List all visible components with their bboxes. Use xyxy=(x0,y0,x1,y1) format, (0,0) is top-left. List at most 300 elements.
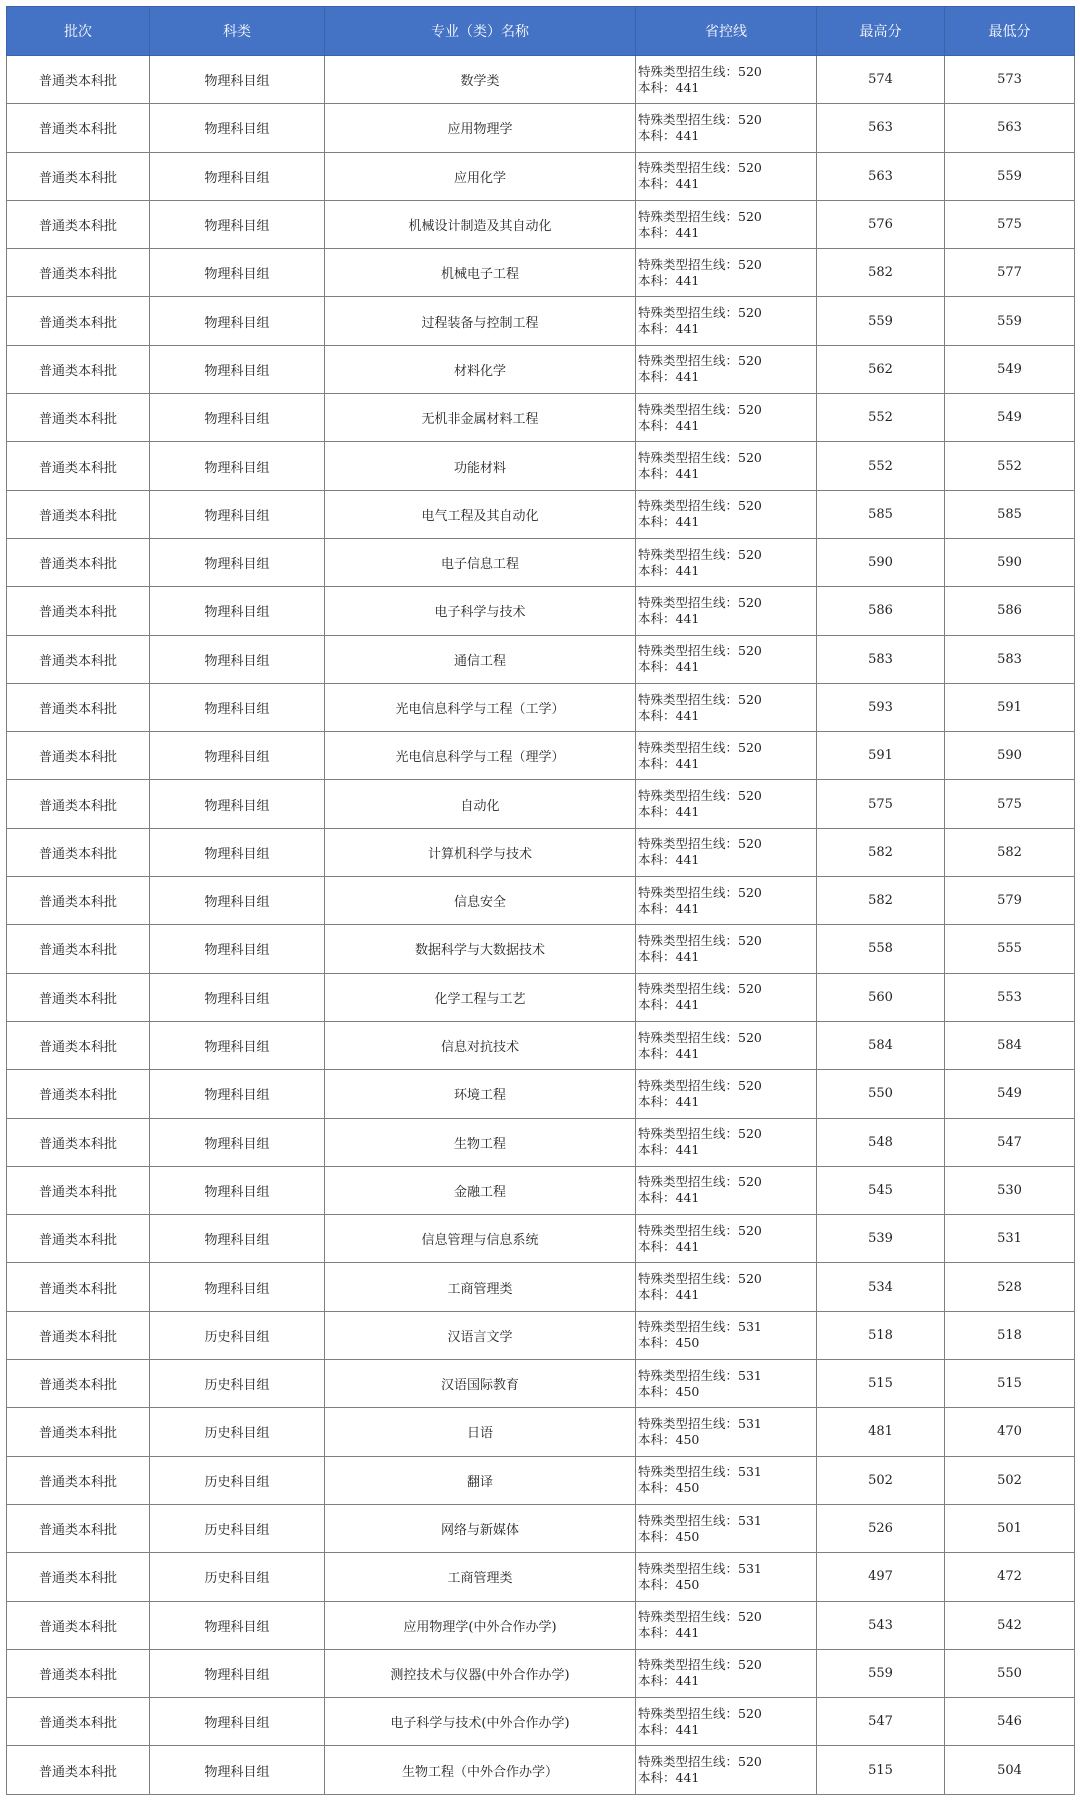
cell-major: 应用化学 xyxy=(325,152,636,200)
cell-max-score: 586 xyxy=(817,587,945,635)
cell-max-score: 526 xyxy=(817,1504,945,1552)
cell-max-score: 583 xyxy=(817,635,945,683)
cell-major: 机械设计制造及其自动化 xyxy=(325,200,636,248)
cell-control-line xyxy=(636,925,817,973)
undergraduate-line: 本科：441 xyxy=(638,948,700,964)
cell-major: 电子信息工程 xyxy=(325,538,636,586)
table-row xyxy=(7,490,1075,538)
undergraduate-line: 本科：441 xyxy=(638,417,700,433)
special-type-line: 特殊类型招生线：520 xyxy=(638,1657,762,1673)
cell-min-score: 531 xyxy=(945,1215,1075,1263)
table-row xyxy=(7,1746,1075,1794)
cell-min-score: 559 xyxy=(945,152,1075,200)
cell-batch: 普通类本科批 xyxy=(7,1118,150,1166)
cell-control-line xyxy=(636,1360,817,1408)
undergraduate-line: 本科：441 xyxy=(638,127,700,143)
cell-max-score: 515 xyxy=(817,1360,945,1408)
table-row xyxy=(7,1649,1075,1697)
cell-control-line xyxy=(636,490,817,538)
cell-batch: 普通类本科批 xyxy=(7,200,150,248)
cell-control-line xyxy=(636,1456,817,1504)
special-type-line: 特殊类型招生线：520 xyxy=(638,111,762,127)
special-type-line: 特殊类型招生线：531 xyxy=(638,1367,762,1383)
cell-batch: 普通类本科批 xyxy=(7,1263,150,1311)
cell-control-line xyxy=(636,587,817,635)
cell-max-score: 582 xyxy=(817,877,945,925)
cell-major: 电子科学与技术(中外合作办学) xyxy=(325,1698,636,1746)
cell-min-score: 590 xyxy=(945,538,1075,586)
cell-category: 历史科目组 xyxy=(150,1456,325,1504)
cell-major: 化学工程与工艺 xyxy=(325,973,636,1021)
cell-control-line xyxy=(636,1553,817,1601)
undergraduate-line: 本科：441 xyxy=(638,659,700,675)
cell-category: 历史科目组 xyxy=(150,1311,325,1359)
cell-min-score: 501 xyxy=(945,1504,1075,1552)
cell-major: 机械电子工程 xyxy=(325,249,636,297)
cell-max-score: 558 xyxy=(817,925,945,973)
cell-batch: 普通类本科批 xyxy=(7,1166,150,1214)
cell-batch: 普通类本科批 xyxy=(7,152,150,200)
cell-batch: 普通类本科批 xyxy=(7,1553,150,1601)
cell-category: 物理科目组 xyxy=(150,394,325,442)
cell-control-line xyxy=(636,828,817,876)
cell-min-score: 550 xyxy=(945,1649,1075,1697)
special-type-line: 特殊类型招生线：520 xyxy=(638,63,762,79)
table-row xyxy=(7,297,1075,345)
cell-min-score: 515 xyxy=(945,1360,1075,1408)
cell-min-score: 528 xyxy=(945,1263,1075,1311)
table-row xyxy=(7,345,1075,393)
cell-batch: 普通类本科批 xyxy=(7,587,150,635)
special-type-line: 特殊类型招生线：520 xyxy=(638,884,762,900)
cell-min-score: 553 xyxy=(945,973,1075,1021)
table-row xyxy=(7,104,1075,152)
undergraduate-line: 本科：441 xyxy=(638,272,700,288)
cell-min-score: 582 xyxy=(945,828,1075,876)
cell-min-score: 504 xyxy=(945,1746,1075,1794)
undergraduate-line: 本科：450 xyxy=(638,1576,700,1592)
cell-max-score: 582 xyxy=(817,249,945,297)
cell-min-score: 559 xyxy=(945,297,1075,345)
cell-batch: 普通类本科批 xyxy=(7,877,150,925)
special-type-line: 特殊类型招生线：520 xyxy=(638,594,762,610)
cell-min-score: 575 xyxy=(945,200,1075,248)
table-row xyxy=(7,1504,1075,1552)
undergraduate-line: 本科：441 xyxy=(638,900,700,916)
table-row xyxy=(7,1553,1075,1601)
special-type-line: 特殊类型招生线：520 xyxy=(638,981,762,997)
cell-max-score: 534 xyxy=(817,1263,945,1311)
cell-major: 电子科学与技术 xyxy=(325,587,636,635)
table-row xyxy=(7,442,1075,490)
cell-min-score: 552 xyxy=(945,442,1075,490)
cell-major: 计算机科学与技术 xyxy=(325,828,636,876)
undergraduate-line: 本科：441 xyxy=(638,1770,700,1786)
cell-max-score: 550 xyxy=(817,1070,945,1118)
cell-major: 信息对抗技术 xyxy=(325,1021,636,1069)
table-row xyxy=(7,1601,1075,1649)
undergraduate-line: 本科：441 xyxy=(638,1093,700,1109)
cell-major: 信息安全 xyxy=(325,877,636,925)
cell-batch: 普通类本科批 xyxy=(7,1746,150,1794)
special-type-line: 特殊类型招生线：520 xyxy=(638,450,762,466)
cell-control-line xyxy=(636,1601,817,1649)
cell-min-score: 470 xyxy=(945,1408,1075,1456)
cell-batch: 普通类本科批 xyxy=(7,538,150,586)
cell-max-score: 582 xyxy=(817,828,945,876)
cell-category: 物理科目组 xyxy=(150,1166,325,1214)
table-row xyxy=(7,1698,1075,1746)
cell-min-score: 591 xyxy=(945,683,1075,731)
special-type-line: 特殊类型招生线：520 xyxy=(638,1609,762,1625)
table-body xyxy=(7,56,1075,1795)
cell-category: 物理科目组 xyxy=(150,249,325,297)
undergraduate-line: 本科：441 xyxy=(638,804,700,820)
table-row xyxy=(7,973,1075,1021)
cell-max-score: 585 xyxy=(817,490,945,538)
cell-max-score: 574 xyxy=(817,56,945,104)
special-type-line: 特殊类型招生线：520 xyxy=(638,256,762,272)
cell-control-line xyxy=(636,877,817,925)
undergraduate-line: 本科：441 xyxy=(638,369,700,385)
cell-control-line xyxy=(636,1746,817,1794)
cell-category: 物理科目组 xyxy=(150,1021,325,1069)
cell-category: 历史科目组 xyxy=(150,1504,325,1552)
header-major: 专业（类）名称 xyxy=(325,7,636,56)
cell-control-line xyxy=(636,1166,817,1214)
cell-min-score: 583 xyxy=(945,635,1075,683)
cell-major: 光电信息科学与工程（工学） xyxy=(325,683,636,731)
cell-batch: 普通类本科批 xyxy=(7,635,150,683)
cell-batch: 普通类本科批 xyxy=(7,1311,150,1359)
cell-min-score: 549 xyxy=(945,345,1075,393)
cell-category: 历史科目组 xyxy=(150,1360,325,1408)
header-category: 科类 xyxy=(150,7,325,56)
cell-major: 翻译 xyxy=(325,1456,636,1504)
cell-control-line xyxy=(636,1215,817,1263)
cell-category: 物理科目组 xyxy=(150,297,325,345)
cell-major: 日语 xyxy=(325,1408,636,1456)
cell-batch: 普通类本科批 xyxy=(7,104,150,152)
cell-max-score: 559 xyxy=(817,1649,945,1697)
table-row xyxy=(7,1408,1075,1456)
table-row xyxy=(7,1118,1075,1166)
header-control-line: 省控线 xyxy=(636,7,817,56)
special-type-line: 特殊类型招生线：520 xyxy=(638,739,762,755)
cell-category: 物理科目组 xyxy=(150,1263,325,1311)
table-row xyxy=(7,780,1075,828)
cell-max-score: 563 xyxy=(817,152,945,200)
cell-batch: 普通类本科批 xyxy=(7,1698,150,1746)
cell-batch: 普通类本科批 xyxy=(7,56,150,104)
cell-category: 物理科目组 xyxy=(150,683,325,731)
special-type-line: 特殊类型招生线：531 xyxy=(638,1512,762,1528)
undergraduate-line: 本科：450 xyxy=(638,1528,700,1544)
undergraduate-line: 本科：450 xyxy=(638,1431,700,1447)
cell-control-line xyxy=(636,297,817,345)
cell-batch: 普通类本科批 xyxy=(7,1456,150,1504)
cell-max-score: 576 xyxy=(817,200,945,248)
cell-max-score: 552 xyxy=(817,394,945,442)
cell-category: 物理科目组 xyxy=(150,780,325,828)
cell-max-score: 590 xyxy=(817,538,945,586)
special-type-line: 特殊类型招生线：520 xyxy=(638,1222,762,1238)
cell-category: 物理科目组 xyxy=(150,200,325,248)
undergraduate-line: 本科：441 xyxy=(638,1238,700,1254)
table-row xyxy=(7,877,1075,925)
cell-major: 网络与新媒体 xyxy=(325,1504,636,1552)
special-type-line: 特殊类型招生线：520 xyxy=(638,643,762,659)
cell-control-line xyxy=(636,538,817,586)
cell-major: 数据科学与大数据技术 xyxy=(325,925,636,973)
cell-batch: 普通类本科批 xyxy=(7,1504,150,1552)
cell-category: 物理科目组 xyxy=(150,1746,325,1794)
cell-min-score: 573 xyxy=(945,56,1075,104)
special-type-line: 特殊类型招生线：520 xyxy=(638,498,762,514)
undergraduate-line: 本科：441 xyxy=(638,755,700,771)
table-row xyxy=(7,1360,1075,1408)
cell-major: 工商管理类 xyxy=(325,1263,636,1311)
header-min-score: 最低分 xyxy=(945,7,1075,56)
undergraduate-line: 本科：441 xyxy=(638,1673,700,1689)
undergraduate-line: 本科：441 xyxy=(638,1625,700,1641)
special-type-line: 特殊类型招生线：531 xyxy=(638,1319,762,1335)
table-row xyxy=(7,538,1075,586)
cell-major: 工商管理类 xyxy=(325,1553,636,1601)
cell-control-line xyxy=(636,1649,817,1697)
table-row xyxy=(7,249,1075,297)
cell-category: 物理科目组 xyxy=(150,442,325,490)
cell-max-score: 497 xyxy=(817,1553,945,1601)
cell-major: 过程装备与控制工程 xyxy=(325,297,636,345)
cell-max-score: 548 xyxy=(817,1118,945,1166)
special-type-line: 特殊类型招生线：531 xyxy=(638,1415,762,1431)
table-row xyxy=(7,1311,1075,1359)
cell-max-score: 518 xyxy=(817,1311,945,1359)
cell-min-score: 555 xyxy=(945,925,1075,973)
cell-control-line xyxy=(636,345,817,393)
cell-major: 无机非金属材料工程 xyxy=(325,394,636,442)
cell-category: 物理科目组 xyxy=(150,732,325,780)
special-type-line: 特殊类型招生线：520 xyxy=(638,788,762,804)
cell-min-score: 584 xyxy=(945,1021,1075,1069)
cell-control-line xyxy=(636,1311,817,1359)
undergraduate-line: 本科：441 xyxy=(638,1287,700,1303)
table-row xyxy=(7,925,1075,973)
cell-min-score: 472 xyxy=(945,1553,1075,1601)
cell-major: 测控技术与仪器(中外合作办学) xyxy=(325,1649,636,1697)
cell-batch: 普通类本科批 xyxy=(7,683,150,731)
cell-max-score: 545 xyxy=(817,1166,945,1214)
cell-min-score: 577 xyxy=(945,249,1075,297)
cell-batch: 普通类本科批 xyxy=(7,1649,150,1697)
cell-control-line xyxy=(636,1698,817,1746)
cell-batch: 普通类本科批 xyxy=(7,490,150,538)
cell-category: 物理科目组 xyxy=(150,56,325,104)
cell-batch: 普通类本科批 xyxy=(7,1021,150,1069)
cell-batch: 普通类本科批 xyxy=(7,1408,150,1456)
table-row xyxy=(7,1215,1075,1263)
table-row xyxy=(7,200,1075,248)
table-row xyxy=(7,1456,1075,1504)
cell-batch: 普通类本科批 xyxy=(7,925,150,973)
special-type-line: 特殊类型招生线：520 xyxy=(638,1174,762,1190)
table-row xyxy=(7,635,1075,683)
cell-category: 物理科目组 xyxy=(150,1070,325,1118)
cell-min-score: 590 xyxy=(945,732,1075,780)
cell-category: 历史科目组 xyxy=(150,1408,325,1456)
undergraduate-line: 本科：450 xyxy=(638,1335,700,1351)
table-row xyxy=(7,587,1075,635)
undergraduate-line: 本科：441 xyxy=(638,610,700,626)
cell-max-score: 562 xyxy=(817,345,945,393)
special-type-line: 特殊类型招生线：520 xyxy=(638,305,762,321)
special-type-line: 特殊类型招生线：520 xyxy=(638,401,762,417)
cell-max-score: 543 xyxy=(817,1601,945,1649)
special-type-line: 特殊类型招生线：520 xyxy=(638,932,762,948)
cell-control-line xyxy=(636,152,817,200)
cell-major: 汉语言文学 xyxy=(325,1311,636,1359)
cell-category: 物理科目组 xyxy=(150,1118,325,1166)
cell-max-score: 552 xyxy=(817,442,945,490)
undergraduate-line: 本科：441 xyxy=(638,224,700,240)
cell-major: 功能材料 xyxy=(325,442,636,490)
special-type-line: 特殊类型招生线：520 xyxy=(638,353,762,369)
cell-major: 生物工程（中外合作办学） xyxy=(325,1746,636,1794)
cell-max-score: 563 xyxy=(817,104,945,152)
cell-category: 历史科目组 xyxy=(150,1553,325,1601)
cell-min-score: 546 xyxy=(945,1698,1075,1746)
cell-batch: 普通类本科批 xyxy=(7,249,150,297)
cell-max-score: 539 xyxy=(817,1215,945,1263)
cell-min-score: 585 xyxy=(945,490,1075,538)
header-batch: 批次 xyxy=(7,7,150,56)
cell-max-score: 591 xyxy=(817,732,945,780)
admission-score-table-container xyxy=(6,6,1074,1795)
undergraduate-line: 本科：441 xyxy=(638,321,700,337)
cell-batch: 普通类本科批 xyxy=(7,732,150,780)
table-header-row xyxy=(7,7,1075,56)
cell-category: 物理科目组 xyxy=(150,635,325,683)
undergraduate-line: 本科：441 xyxy=(638,466,700,482)
special-type-line: 特殊类型招生线：520 xyxy=(638,546,762,562)
cell-min-score: 542 xyxy=(945,1601,1075,1649)
table-row xyxy=(7,1166,1075,1214)
cell-control-line xyxy=(636,1504,817,1552)
undergraduate-line: 本科：441 xyxy=(638,79,700,95)
table-row xyxy=(7,56,1075,104)
cell-control-line xyxy=(636,200,817,248)
cell-major: 应用物理学 xyxy=(325,104,636,152)
cell-major: 汉语国际教育 xyxy=(325,1360,636,1408)
admission-score-table xyxy=(6,6,1075,1795)
cell-control-line xyxy=(636,1021,817,1069)
special-type-line: 特殊类型招生线：520 xyxy=(638,1271,762,1287)
undergraduate-line: 本科：441 xyxy=(638,514,700,530)
cell-control-line xyxy=(636,1408,817,1456)
undergraduate-line: 本科：450 xyxy=(638,1480,700,1496)
cell-min-score: 563 xyxy=(945,104,1075,152)
cell-category: 物理科目组 xyxy=(150,152,325,200)
cell-batch: 普通类本科批 xyxy=(7,1070,150,1118)
cell-min-score: 502 xyxy=(945,1456,1075,1504)
cell-max-score: 502 xyxy=(817,1456,945,1504)
cell-category: 物理科目组 xyxy=(150,973,325,1021)
undergraduate-line: 本科：441 xyxy=(638,997,700,1013)
special-type-line: 特殊类型招生线：531 xyxy=(638,1560,762,1576)
cell-min-score: 549 xyxy=(945,394,1075,442)
table-row xyxy=(7,732,1075,780)
special-type-line: 特殊类型招生线：520 xyxy=(638,836,762,852)
table-row xyxy=(7,683,1075,731)
cell-control-line xyxy=(636,394,817,442)
cell-category: 物理科目组 xyxy=(150,1215,325,1263)
table-row xyxy=(7,828,1075,876)
cell-category: 物理科目组 xyxy=(150,490,325,538)
table-row xyxy=(7,152,1075,200)
cell-major: 生物工程 xyxy=(325,1118,636,1166)
cell-major: 数学类 xyxy=(325,56,636,104)
cell-batch: 普通类本科批 xyxy=(7,828,150,876)
cell-control-line xyxy=(636,104,817,152)
undergraduate-line: 本科：441 xyxy=(638,176,700,192)
cell-control-line xyxy=(636,635,817,683)
cell-control-line xyxy=(636,1070,817,1118)
undergraduate-line: 本科：450 xyxy=(638,1383,700,1399)
cell-category: 物理科目组 xyxy=(150,1698,325,1746)
cell-major: 应用物理学(中外合作办学) xyxy=(325,1601,636,1649)
special-type-line: 特殊类型招生线：520 xyxy=(638,1029,762,1045)
cell-batch: 普通类本科批 xyxy=(7,394,150,442)
undergraduate-line: 本科：441 xyxy=(638,1721,700,1737)
cell-min-score: 575 xyxy=(945,780,1075,828)
header-max-score: 最高分 xyxy=(817,7,945,56)
undergraduate-line: 本科：441 xyxy=(638,1190,700,1206)
cell-batch: 普通类本科批 xyxy=(7,780,150,828)
cell-category: 物理科目组 xyxy=(150,538,325,586)
cell-control-line xyxy=(636,683,817,731)
cell-major: 环境工程 xyxy=(325,1070,636,1118)
cell-control-line xyxy=(636,56,817,104)
cell-major: 材料化学 xyxy=(325,345,636,393)
cell-max-score: 559 xyxy=(817,297,945,345)
cell-max-score: 593 xyxy=(817,683,945,731)
special-type-line: 特殊类型招生线：520 xyxy=(638,1126,762,1142)
cell-major: 电气工程及其自动化 xyxy=(325,490,636,538)
cell-min-score: 530 xyxy=(945,1166,1075,1214)
cell-control-line xyxy=(636,1118,817,1166)
special-type-line: 特殊类型招生线：520 xyxy=(638,208,762,224)
table-row xyxy=(7,1263,1075,1311)
cell-control-line xyxy=(636,442,817,490)
cell-max-score: 547 xyxy=(817,1698,945,1746)
special-type-line: 特殊类型招生线：520 xyxy=(638,1754,762,1770)
cell-category: 物理科目组 xyxy=(150,104,325,152)
cell-batch: 普通类本科批 xyxy=(7,297,150,345)
cell-min-score: 586 xyxy=(945,587,1075,635)
cell-control-line xyxy=(636,249,817,297)
special-type-line: 特殊类型招生线：520 xyxy=(638,1705,762,1721)
cell-min-score: 579 xyxy=(945,877,1075,925)
special-type-line: 特殊类型招生线：520 xyxy=(638,160,762,176)
cell-min-score: 547 xyxy=(945,1118,1075,1166)
cell-category: 物理科目组 xyxy=(150,345,325,393)
cell-control-line xyxy=(636,973,817,1021)
cell-major: 自动化 xyxy=(325,780,636,828)
cell-major: 光电信息科学与工程（理学） xyxy=(325,732,636,780)
undergraduate-line: 本科：441 xyxy=(638,707,700,723)
cell-batch: 普通类本科批 xyxy=(7,1360,150,1408)
